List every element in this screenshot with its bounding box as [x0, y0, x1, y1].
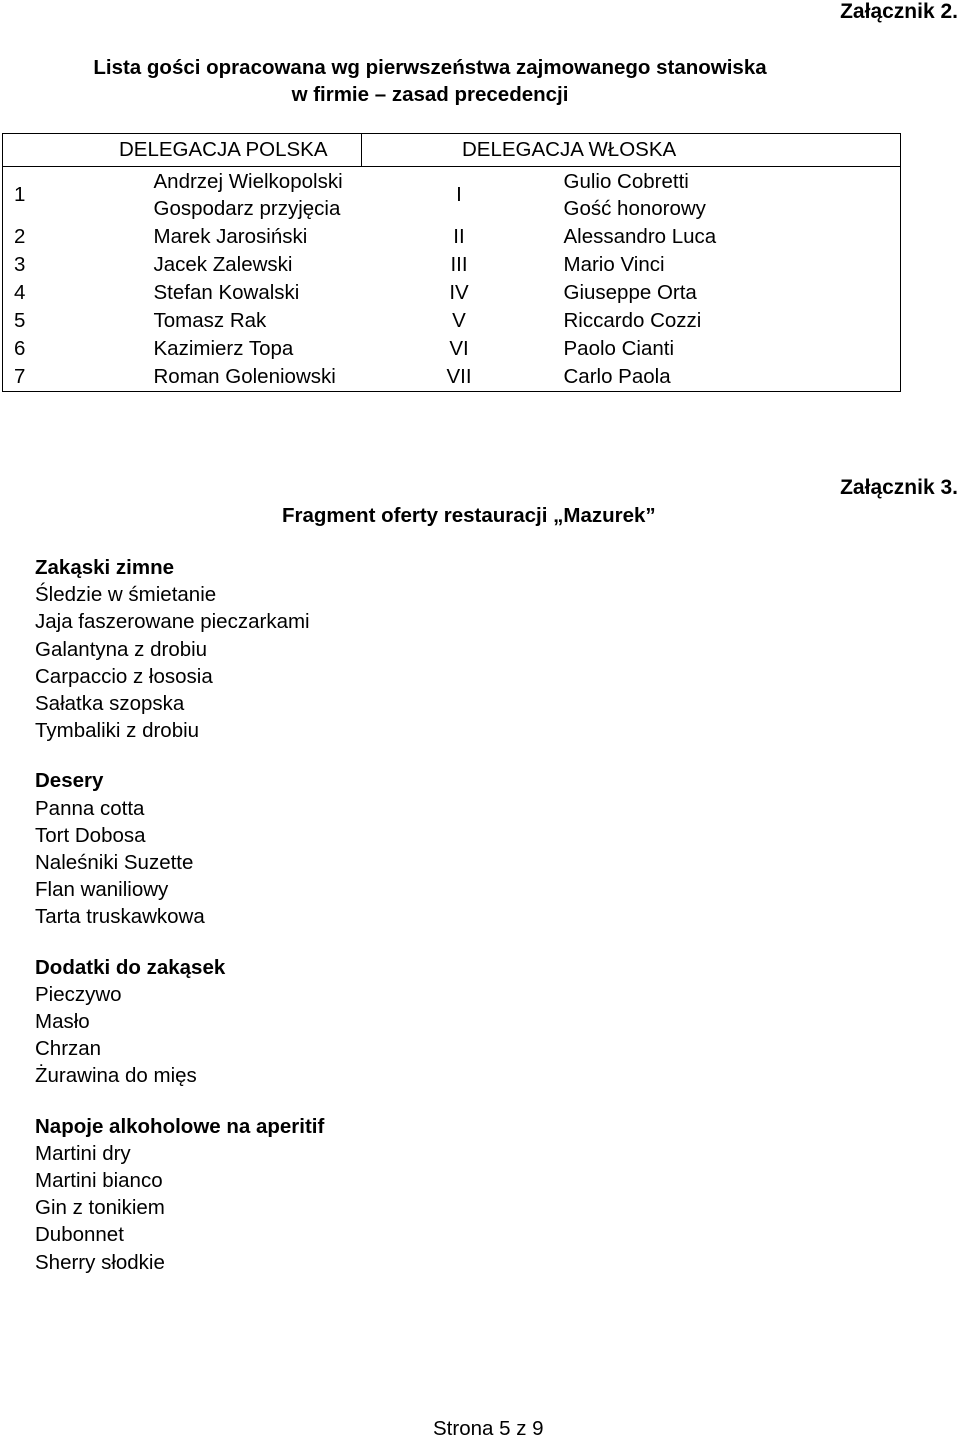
menu-item: Tort Dobosa	[35, 823, 146, 847]
row-number: 1	[14, 183, 26, 206]
italian-guest-cell	[557, 167, 901, 224]
polish-guest-name: Stefan Kowalski	[153, 281, 300, 304]
table-row	[3, 335, 901, 363]
polish-guest-name: Jacek Zalewski	[153, 253, 293, 276]
menu-item: Gin z tonikiem	[35, 1196, 165, 1220]
menu-item: Sałatka szopska	[35, 692, 185, 716]
menu-item: Tarta truskawkowa	[35, 905, 205, 929]
italian-guest-name: Alessandro Luca	[563, 225, 717, 248]
page-number: Strona 5 z 9	[433, 1417, 544, 1440]
row-number: 5	[14, 309, 26, 332]
menu-item: Żurawina do mięs	[35, 1064, 197, 1088]
polish-guest-cell	[38, 167, 362, 224]
rank-numeral: VI	[449, 337, 469, 360]
menu-section-heading: Dodatki do zakąsek	[35, 955, 226, 979]
italian-guest-name: Giuseppe Orta	[563, 281, 697, 304]
menu-item: Śledzie w śmietanie	[35, 583, 217, 607]
rank-numeral: I	[456, 183, 462, 206]
attachment-label-3: Załącznik 3.	[840, 476, 958, 499]
polish-guest-name: Kazimierz Topa	[153, 337, 294, 360]
menu-section	[35, 554, 324, 744]
italian-guest-name: Mario Vinci	[563, 253, 665, 276]
italian-guest-name: Gulio Cobretti	[563, 170, 689, 193]
header-italian-delegation: DELEGACJA WŁOSKA	[362, 134, 901, 167]
menu-item: Galantyna z drobiu	[35, 637, 208, 661]
menu-item: Masło	[35, 1010, 90, 1034]
rank-numeral: III	[450, 253, 468, 276]
italian-guest-name: Riccardo Cozzi	[563, 309, 702, 332]
menu-item: Jaja faszerowane pieczarkami	[35, 610, 310, 634]
italian-guest-name: Carlo Paola	[563, 365, 671, 388]
guest-precedence-table	[2, 133, 901, 392]
menu-section-heading: Zakąski zimne	[35, 556, 175, 579]
menu-item: Sherry słodkie	[35, 1250, 165, 1274]
table-row	[3, 307, 901, 335]
header-polish-delegation: DELEGACJA POLSKA	[3, 134, 362, 167]
guest-list-title	[20, 54, 840, 108]
menu-item: Chrzan	[35, 1037, 102, 1061]
menu-section-heading: Napoje alkoholowe na aperitif	[35, 1114, 325, 1138]
table-row	[3, 279, 901, 307]
polish-guest-name: Andrzej Wielkopolski	[153, 170, 343, 193]
menu-section	[35, 767, 324, 930]
table-header-row	[3, 134, 901, 167]
row-number: 2	[14, 225, 26, 248]
polish-guest-name: Roman Goleniowski	[153, 365, 336, 388]
italian-guest-name: Paolo Cianti	[563, 337, 675, 360]
menu-item: Tymbaliki z drobiu	[35, 719, 200, 743]
row-number: 3	[14, 253, 26, 276]
menu-section	[35, 954, 324, 1090]
menu-item: Naleśniki Suzette	[35, 851, 194, 875]
menu-item: Panna cotta	[35, 796, 145, 820]
guest-list-title-line-2: w firmie – zasad precedencji	[291, 83, 569, 106]
row-number: 7	[14, 365, 26, 388]
rank-numeral: IV	[449, 281, 469, 304]
restaurant-offer-title: Fragment oferty restauracji „Mazurek”	[282, 504, 656, 527]
guest-list-title-line-1: Lista gości opracowana wg pierwszeństwa zajmowanego stanowiska	[93, 56, 767, 79]
menu-item: Carpaccio z łososia	[35, 664, 213, 688]
polish-guest-name: Marek Jarosiński	[153, 225, 308, 248]
table-row	[3, 223, 901, 251]
rank-numeral: VII	[446, 365, 472, 388]
rank-numeral: V	[452, 309, 466, 332]
menu-item: Martini bianco	[35, 1169, 163, 1193]
rank-numeral: II	[453, 225, 465, 248]
menu-item: Dubonnet	[35, 1223, 124, 1247]
table-row	[3, 167, 901, 224]
attachment-label-2: Załącznik 2.	[840, 0, 958, 23]
table-row	[3, 363, 901, 392]
menu-item: Flan waniliowy	[35, 878, 169, 902]
menu-section	[35, 1113, 324, 1276]
restaurant-menu	[35, 554, 324, 1299]
polish-guest-name: Tomasz Rak	[153, 309, 267, 332]
row-number: 4	[14, 281, 26, 304]
table-row	[3, 251, 901, 279]
menu-section-heading: Desery	[35, 769, 104, 793]
polish-guest-role: Gospodarz przyjęcia	[153, 197, 341, 220]
menu-item: Pieczywo	[35, 982, 122, 1006]
italian-guest-role: Gość honorowy	[563, 197, 706, 220]
menu-item: Martini dry	[35, 1141, 131, 1165]
row-number: 6	[14, 337, 26, 360]
